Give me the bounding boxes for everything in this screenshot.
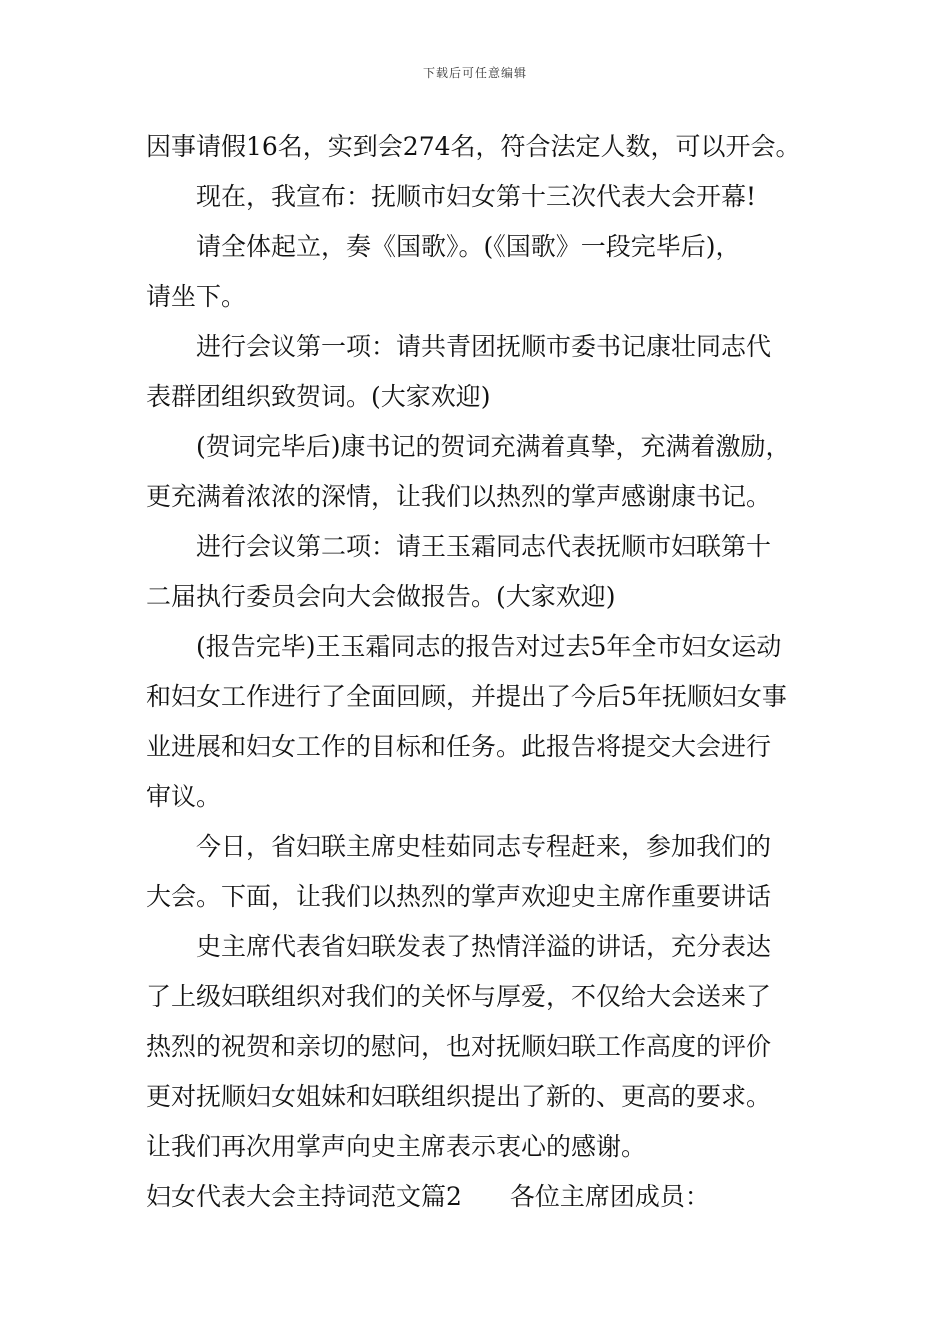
section-title: 妇女代表大会主持词范文篇2	[146, 1182, 462, 1211]
body-line: 请坐下。	[146, 282, 247, 311]
section-heading-row	[146, 1172, 836, 1222]
salutation: 各位主席团成员：	[509, 1182, 710, 1211]
header-note: 下载后可任意编辑	[422, 66, 527, 80]
body-line: 今日，省妇联主席史桂茹同志专程赶来，参加我们的	[196, 832, 772, 861]
body-line: 和妇女工作进行了全面回顾，并提出了今后5年抚顺妇女事	[146, 682, 787, 711]
body-line: 进行会议第一项：请共青团抚顺市委书记康壮同志代	[196, 332, 772, 361]
body-line: (报告完毕)王玉霜同志的报告对过去5年全市妇女运动	[196, 632, 782, 661]
body-line: 业进展和妇女工作的目标和任务。此报告将提交大会进行	[146, 732, 772, 761]
body-line: 更对抚顺妇女姐妹和妇联组织提出了新的、更高的要求。	[146, 1082, 772, 1111]
body-line: 请全体起立，奏《国歌》。(《国歌》一段完毕后)，	[196, 232, 741, 261]
body-line: 进行会议第二项：请王玉霜同志代表抚顺市妇联第十	[196, 532, 772, 561]
body-line: 因事请假16名，实到会274名，符合法定人数，可以开会。	[146, 132, 801, 161]
body-line: 了上级妇联组织对我们的关怀与厚爱，不仅给大会送来了	[146, 982, 772, 1011]
body-line: 审议。	[146, 782, 222, 811]
body-line: (贺词完毕后)康书记的贺词充满着真挚，充满着激励，	[196, 432, 791, 461]
body-line: 让我们再次用掌声向史主席表示衷心的感谢。	[146, 1132, 647, 1161]
body-line: 史主席代表省妇联发表了热情洋溢的讲话，充分表达	[196, 932, 772, 961]
body-line: 表群团组织致贺词。(大家欢迎)	[146, 382, 491, 411]
body-line: 更充满着浓浓的深情，让我们以热烈的掌声感谢康书记。	[146, 482, 772, 511]
body-line: 大会。下面，让我们以热烈的掌声欢迎史主席作重要讲话	[146, 882, 772, 911]
body-line: 现在，我宣布：抚顺市妇女第十三次代表大会开幕!	[196, 182, 757, 211]
body-line: 热烈的祝贺和亲切的慰问，也对抚顺妇联工作高度的评价	[146, 1032, 772, 1061]
body-line: 二届执行委员会向大会做报告。(大家欢迎)	[146, 582, 616, 611]
document-body	[146, 122, 836, 1222]
